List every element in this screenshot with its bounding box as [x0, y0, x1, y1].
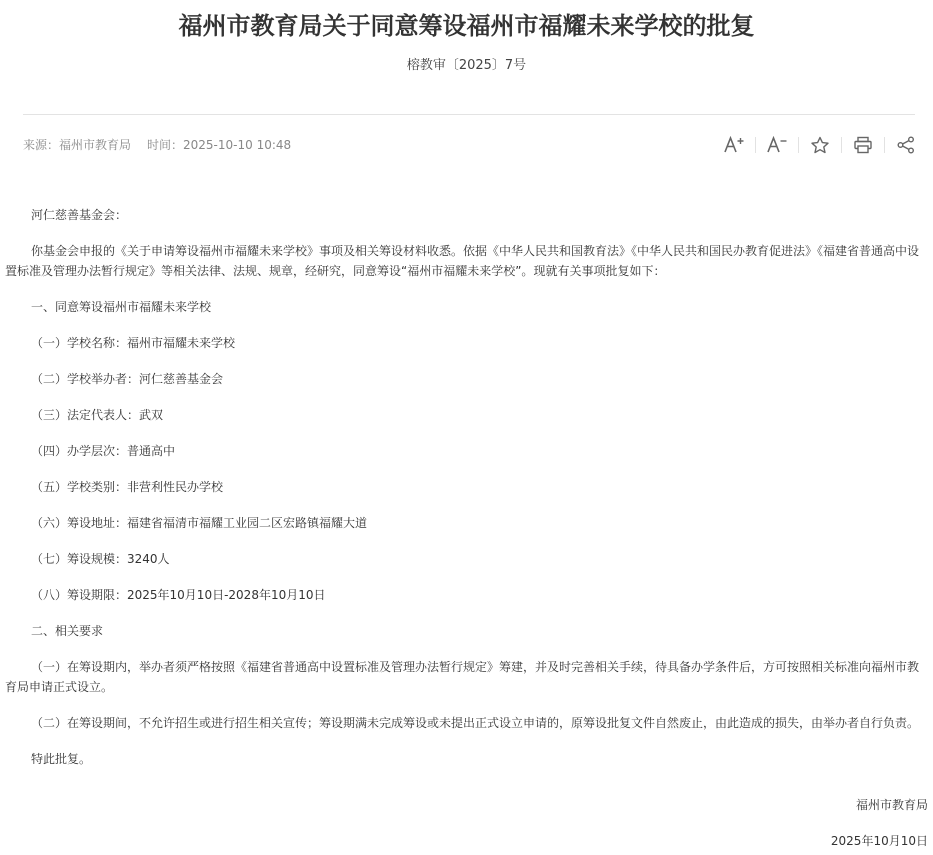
article-toolbar	[721, 134, 919, 156]
section-heading: 二、相关要求	[31, 624, 104, 638]
share-button[interactable]	[893, 134, 919, 156]
article-meta	[23, 136, 291, 154]
toolbar-separator	[755, 137, 756, 153]
star-icon	[810, 136, 830, 154]
list-item: （六）筹设地址：福建省福清市福耀工业园二区宏路镇福耀大道	[31, 516, 368, 530]
print-button[interactable]	[850, 134, 876, 156]
toolbar-separator	[798, 137, 799, 153]
document-number: 榕教审〔2025〕7号	[406, 58, 527, 73]
issue-date: 2025年10月10日	[830, 834, 928, 848]
signature: 福州市教育局	[855, 798, 928, 812]
font-increase-button[interactable]	[721, 134, 747, 156]
list-item: （七）筹设规模：3240人	[31, 552, 170, 566]
closing-text: 特此批复。	[31, 752, 92, 766]
list-item: （一）学校名称：福州市福耀未来学校	[31, 336, 236, 350]
page-title: 福州市教育局关于同意筹设福州市福耀未来学校的批复	[178, 12, 755, 40]
list-item: （三）法定代表人：武双	[31, 408, 164, 422]
share-icon	[896, 136, 916, 154]
list-item: （二）学校举办者：河仁慈善基金会	[31, 372, 224, 386]
list-item: （四）办学层次：普通高中	[31, 444, 176, 458]
section-heading: 一、同意筹设福州市福耀未来学校	[31, 300, 212, 314]
requirement-paragraph: （二）在筹设期间，不允许招生或进行招生相关宣传；筹设期满未完成筹设或未提出正式设立申请的，原筹设批复文件自然废止，由此造成的损失，由举办者自行负责。	[31, 716, 920, 730]
divider	[23, 114, 915, 115]
toolbar-separator	[884, 137, 885, 153]
print-icon	[853, 136, 873, 154]
intro-paragraph: 你基金会申报的《关于申请筹设福州市福耀未来学校》事项及相关筹设材料收悉。依据《中华人民共和国教育法》《中华人民共和国民办教育促进法》《福建省普通高中设置标准及管理办法暂行规定》等相关法律、法规、规章，经研究，同意筹设“福州市福耀未来学校”。现就有关事项批复如下：	[5, 244, 920, 278]
font-increase-icon	[723, 136, 745, 154]
article-body	[5, 205, 930, 785]
font-decrease-icon	[766, 136, 788, 154]
list-item: （五）学校类别：非营利性民办学校	[31, 480, 224, 494]
toolbar-separator	[841, 137, 842, 153]
publish-time: 时间：2025-10-10 10:48	[147, 138, 292, 152]
salutation: 河仁慈善基金会：	[31, 208, 128, 222]
list-item: （八）筹设期限：2025年10月10日-2028年10月10日	[31, 588, 326, 602]
favorite-button[interactable]	[807, 134, 833, 156]
source-label: 来源：福州市教育局	[23, 138, 132, 152]
font-decrease-button[interactable]	[764, 134, 790, 156]
requirement-paragraph: （一）在筹设期内，举办者须严格按照《福建省普通高中设置标准及管理办法暂行规定》筹建，并及时完善相关手续，待具备办学条件后，方可按照相关标准向福州市教育局申请正式设立。	[5, 660, 920, 694]
